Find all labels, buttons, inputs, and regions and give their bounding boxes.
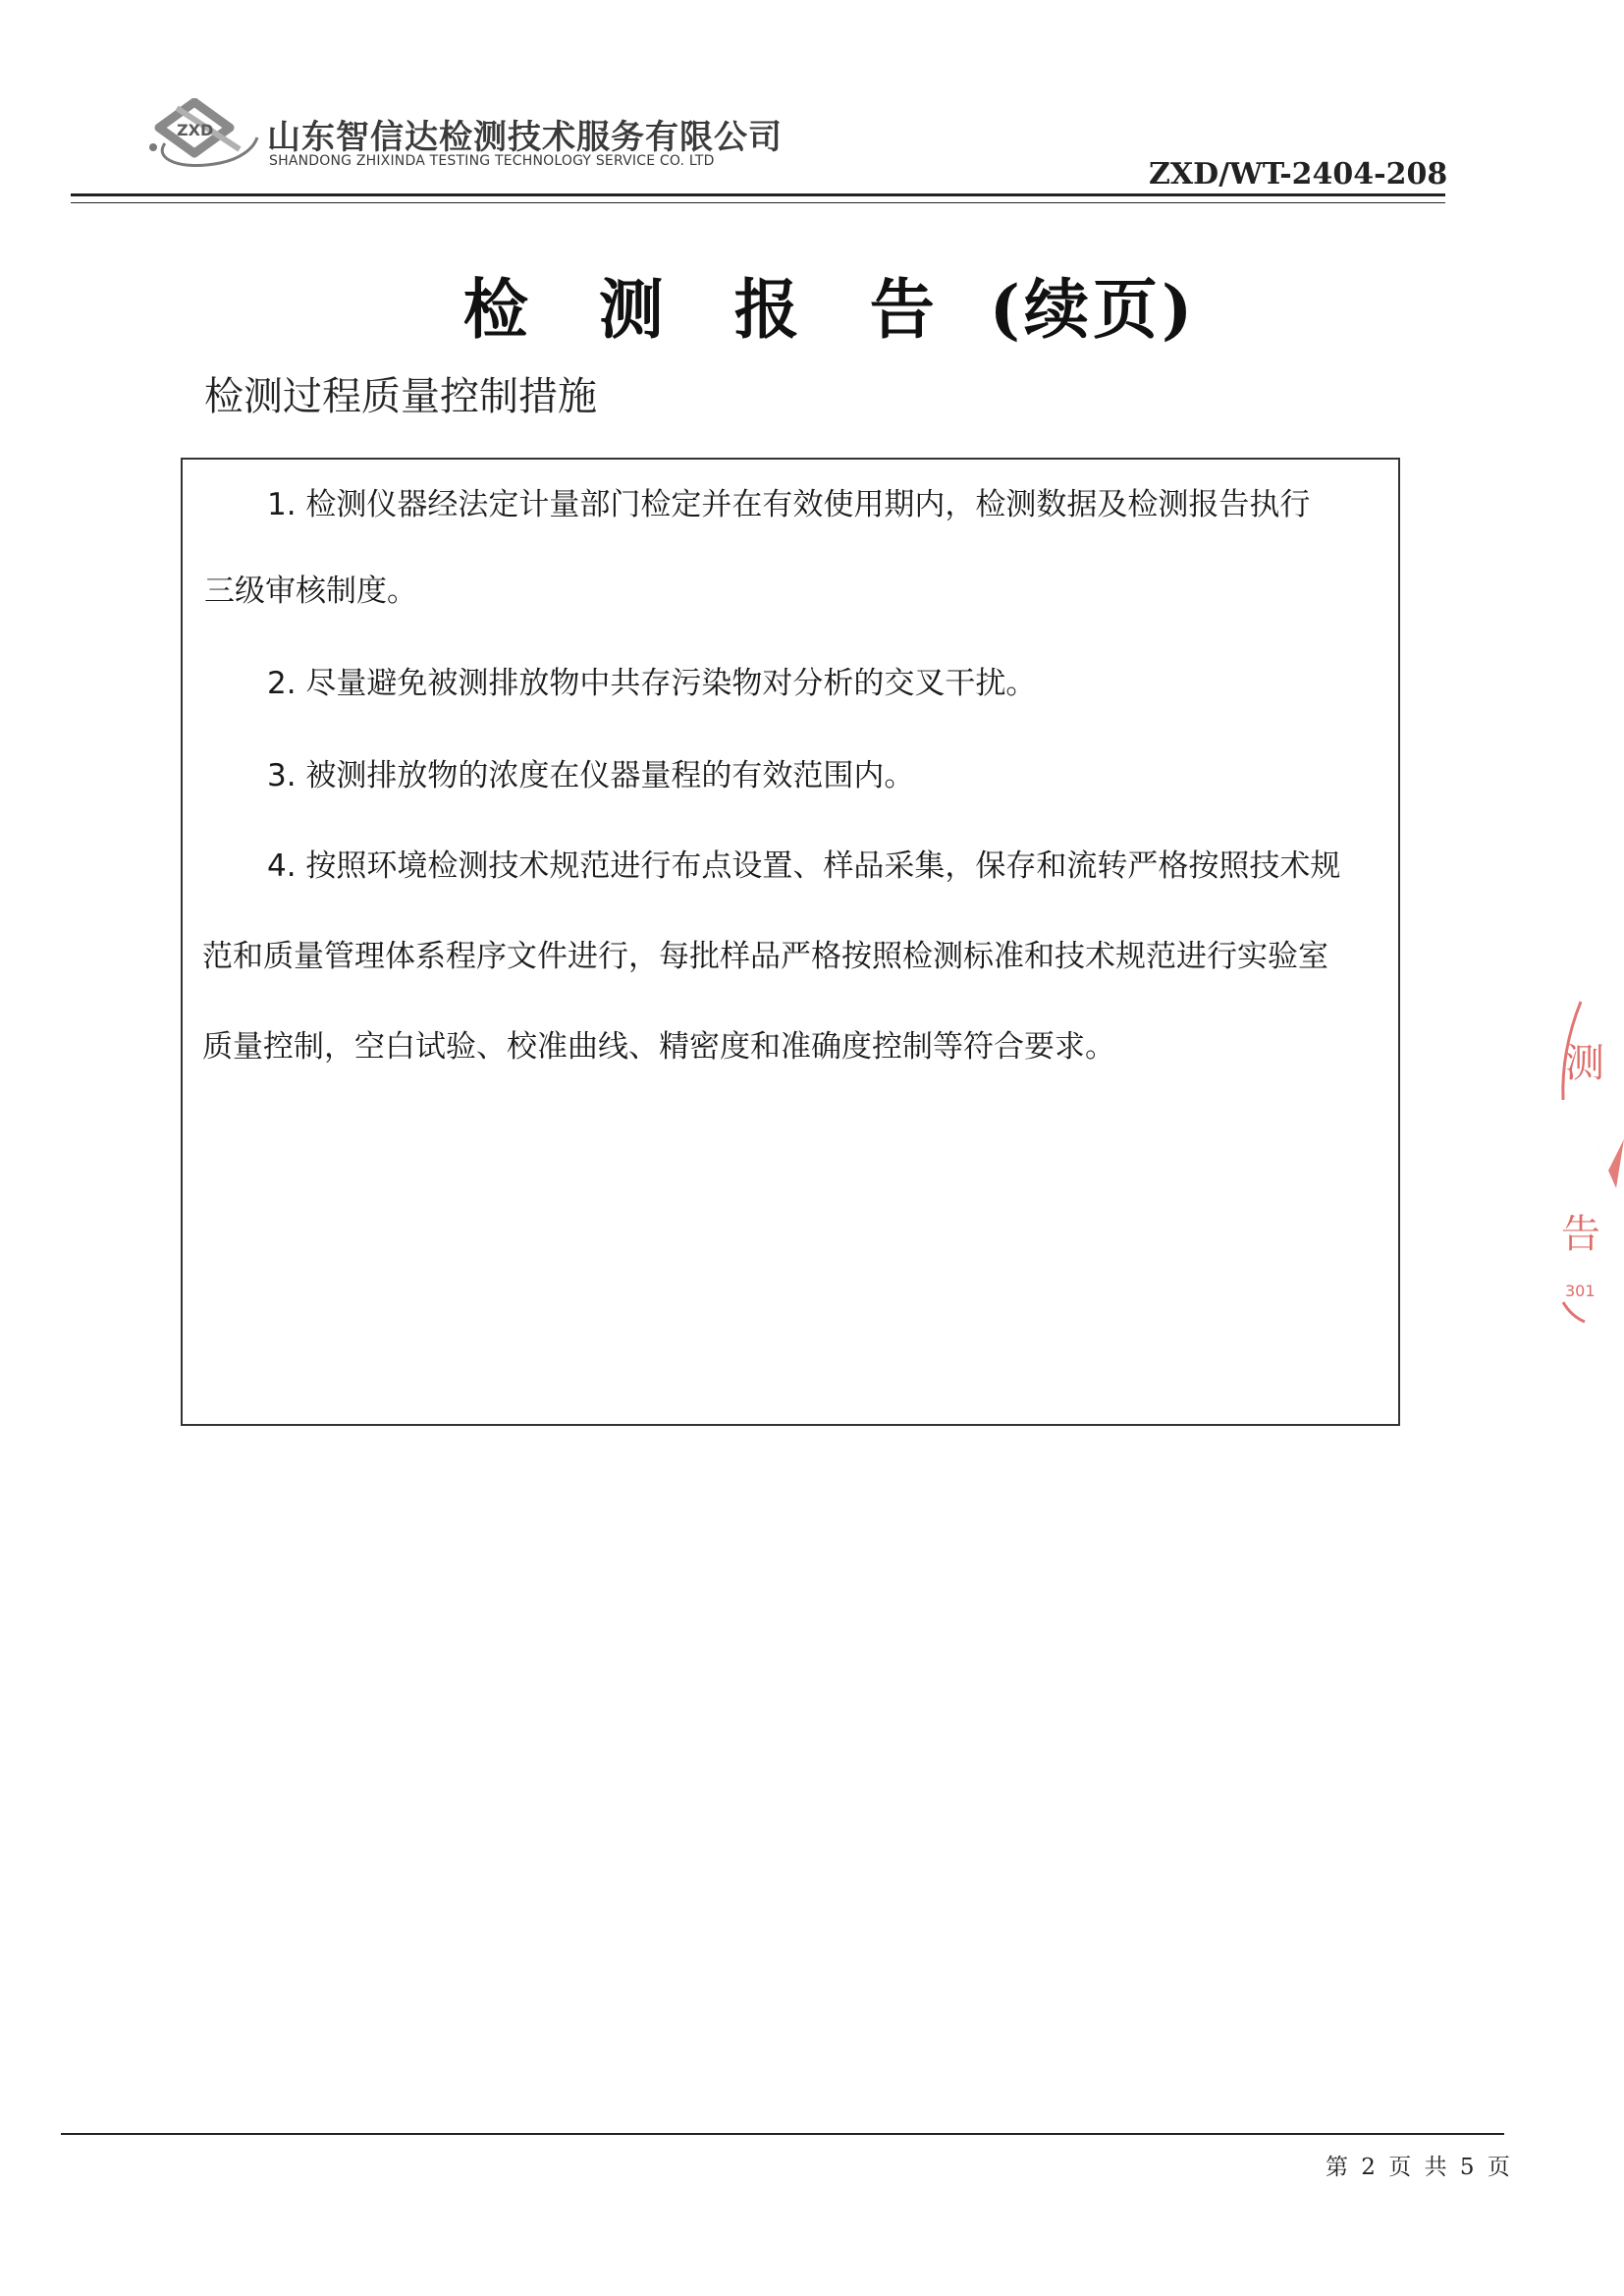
item-4-line-2: 范和质量管理体系程序文件进行，每批样品严格按照检测标准和技术规范进行实验室	[202, 939, 1328, 974]
company-name-cn: 山东智信达检测技术服务有限公司	[267, 118, 783, 157]
section-title: 检测过程质量控制措施	[204, 374, 597, 419]
item-3-line-1: 3. 被测排放物的浓度在仪器量程的有效范围内。	[267, 758, 915, 793]
company-name-en: SHANDONG ZHIXINDA TESTING TECHNOLOGY SERVICE CO. LTD	[269, 153, 715, 169]
title-char: 检	[462, 271, 528, 348]
seal-char-1: 测	[1565, 1041, 1604, 1086]
item-2-line-1: 2. 尽量避免被测排放物中共存污染物对分析的交叉干扰。	[267, 666, 1037, 701]
title-char: 测	[598, 271, 664, 348]
title-char: 报	[733, 271, 799, 348]
seal-char-2: 告	[1561, 1212, 1600, 1257]
inspection-seal	[1551, 992, 1624, 1326]
report-number: ZXD/WT-2404-208	[1149, 157, 1448, 191]
content-box	[181, 458, 1400, 1426]
item-1-line-1: 1. 检测仪器经法定计量部门检定并在有效使用期内，检测数据及检测报告执行	[267, 487, 1311, 522]
page-title	[0, 257, 1624, 351]
item-1-line-2: 三级审核制度。	[204, 574, 417, 609]
page-number: 第 2 页 共 5 页	[1326, 2155, 1513, 2180]
title-char: 告	[869, 271, 935, 348]
header-rule-thick	[71, 193, 1445, 196]
header-rule-thin	[71, 202, 1445, 203]
item-4-line-1: 4. 按照环境检测技术规范进行布点设置、样品采集，保存和流转严格按照技术规	[267, 848, 1341, 884]
seal-number: 301	[1565, 1282, 1596, 1300]
title-suffix: (续页)	[989, 271, 1197, 348]
logo-text: ZXD	[177, 121, 214, 139]
footer-rule	[61, 2133, 1504, 2135]
item-4-line-3: 质量控制，空白试验、校准曲线、精密度和准确度控制等符合要求。	[202, 1029, 1115, 1065]
company-logo	[137, 98, 265, 175]
